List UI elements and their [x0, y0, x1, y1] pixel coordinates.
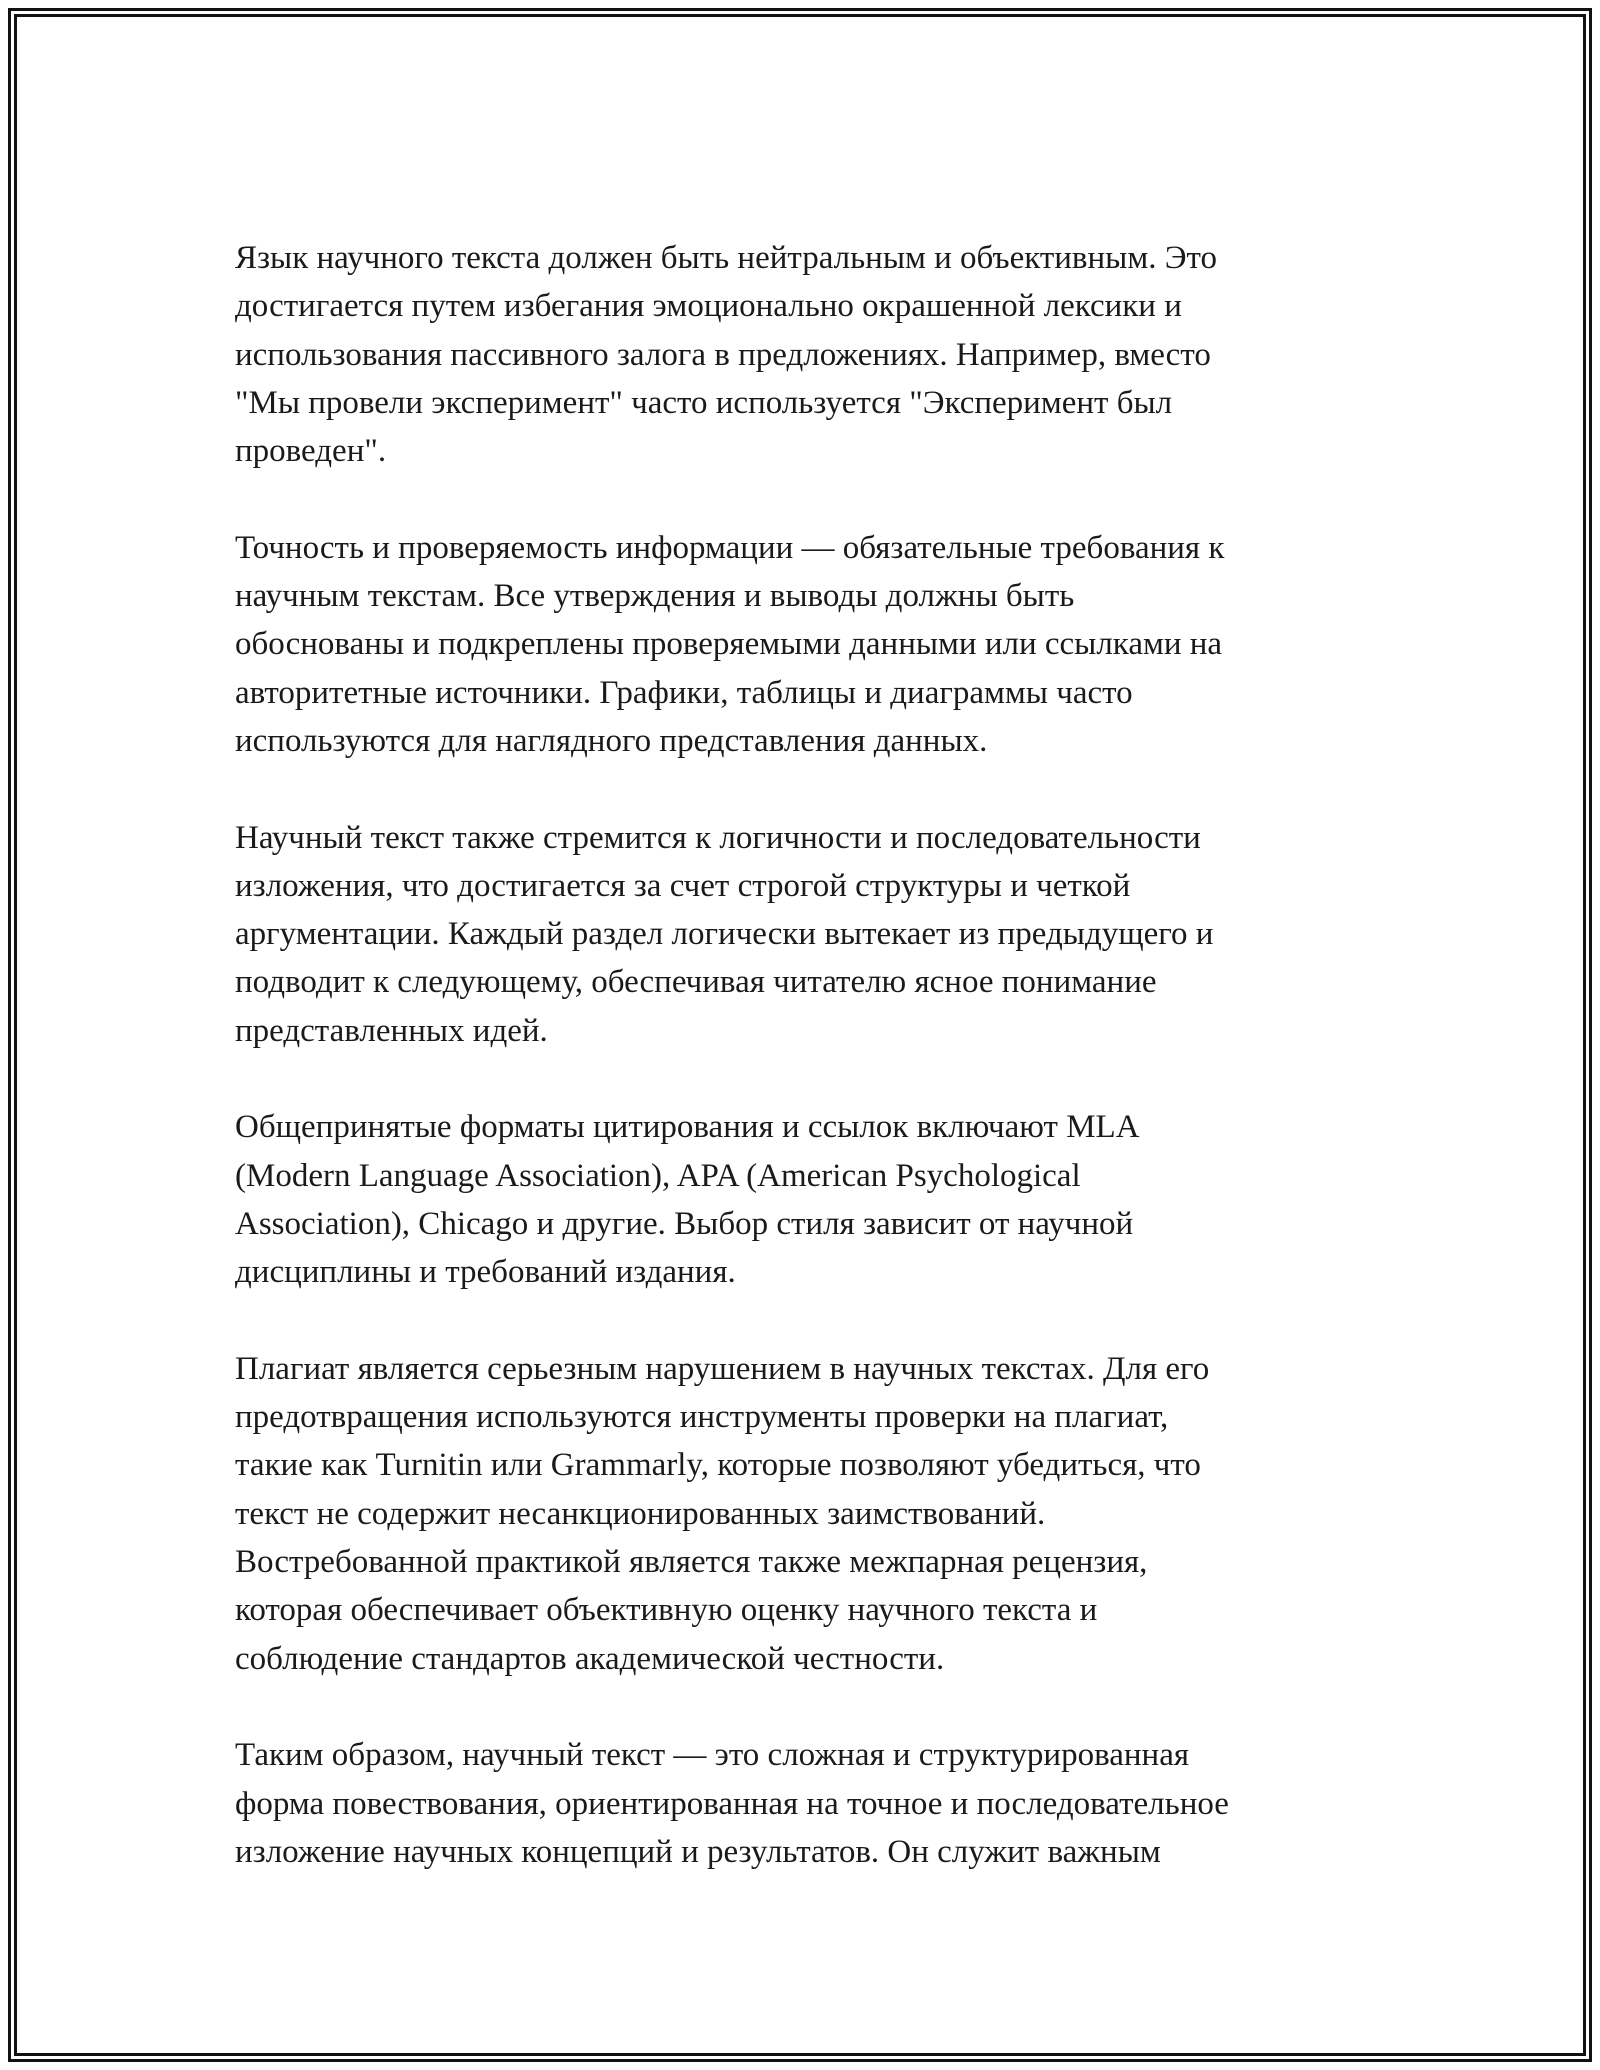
- text-line: авторитетные источники. Графики, таблицы и диаграммы часто: [235, 674, 1133, 711]
- text-line: которая обеспечивает объективную оценку научного текста и: [235, 1592, 1098, 1629]
- text-line: текст не содержит несанкционированных заимствований.: [235, 1495, 1046, 1532]
- text-line: форма повествования, ориентированная на точное и последовательное: [235, 1785, 1229, 1822]
- text-line: предотвращения используются инструменты проверки на плагиат,: [235, 1399, 1169, 1436]
- paragraph: [235, 814, 1375, 1055]
- text-line: Язык научного текста должен быть нейтральным и объективным. Это: [235, 240, 1217, 276]
- text-line: Таким образом, научный текст — это сложная и структурированная: [235, 1737, 1190, 1774]
- document-body: [235, 234, 1375, 1924]
- paragraph: [235, 1731, 1375, 1876]
- text-line: соблюдение стандартов академической честности.: [235, 1640, 945, 1677]
- text-line: изложение научных концепций и результатов. Он служит важным: [235, 1833, 1161, 1870]
- text-line: такие как Turnitin или Grammarly, которые позволяют убедиться, что: [235, 1447, 1201, 1484]
- text-line: используются для наглядного представления данных.: [235, 722, 988, 759]
- text-line: дисциплины и требований издания.: [235, 1254, 736, 1291]
- text-line: представленных идей.: [235, 1012, 548, 1049]
- text-line: подводит к следующему, обеспечивая читателю ясное понимание: [235, 964, 1157, 1001]
- text-line: Общепринятые форматы цитирования и ссылок включают MLA: [235, 1109, 1140, 1146]
- text-line: Точность и проверяемость информации — обязательные требования к: [235, 529, 1225, 566]
- text-line: "Мы провели эксперимент" часто используется "Эксперимент был: [235, 384, 1173, 421]
- text-line: научным текстам. Все утверждения и выводы должны быть: [235, 578, 1075, 615]
- paragraph: [235, 1103, 1375, 1296]
- paragraph: [235, 524, 1375, 765]
- text-line: Востребованной практикой является также межпарная рецензия,: [235, 1544, 1148, 1581]
- text-line: (Modern Language Association), APA (American Psychological: [235, 1157, 1081, 1194]
- text-line: проведен".: [235, 433, 387, 470]
- text-line: достигается путем избегания эмоционально окрашенной лексики и: [235, 288, 1182, 325]
- text-line: изложения, что достигается за счет строгой структуры и четкой: [235, 867, 1131, 904]
- text-line: Association), Chicago и другие. Выбор стиля зависит от научной: [235, 1205, 1134, 1242]
- text-line: обоснованы и подкреплены проверяемыми данными или ссылками на: [235, 626, 1223, 663]
- text-line: Научный текст также стремится к логичности и последовательности: [235, 819, 1201, 856]
- text-line: использования пассивного залога в предложениях. Например, вместо: [235, 336, 1211, 373]
- paragraph: [235, 1345, 1375, 1683]
- text-line: Плагиат является серьезным нарушением в научных текстах. Для его: [235, 1350, 1210, 1387]
- paragraph: [235, 234, 1375, 475]
- text-line: аргументации. Каждый раздел логически вытекает из предыдущего и: [235, 916, 1214, 953]
